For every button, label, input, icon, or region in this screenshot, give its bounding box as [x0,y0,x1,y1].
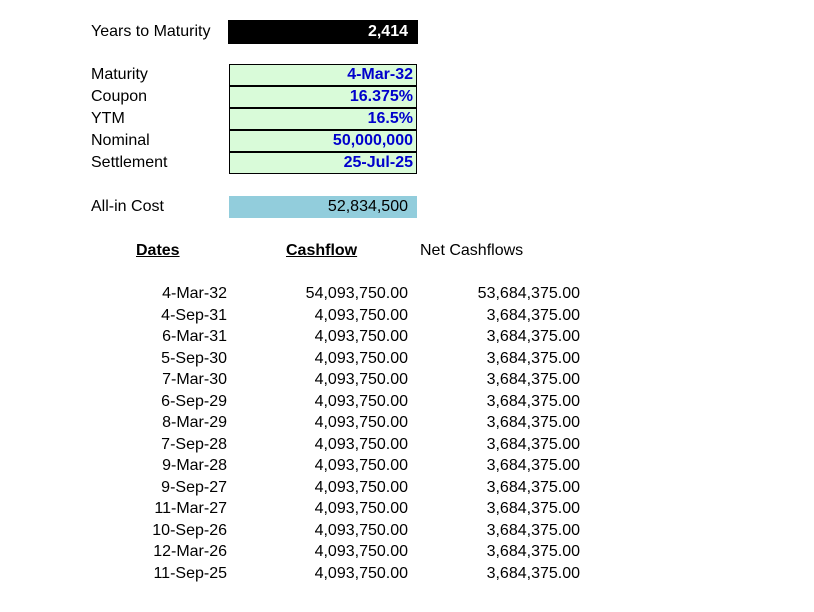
date-cell[interactable]: 10-Sep-26 [152,521,227,539]
cashflow-table [0,283,814,584]
cashflow-cell[interactable]: 4,093,750.00 [314,435,408,453]
net-cashflow-cell[interactable]: 3,684,375.00 [486,371,580,388]
cashflow-cell[interactable]: 54,093,750.00 [305,285,408,302]
date-cell[interactable]: 6-Mar-31 [162,328,227,345]
all-in-cost-value[interactable]: 52,834,500 [229,196,417,218]
table-row [0,434,814,456]
net-cashflow-cell[interactable]: 3,684,375.00 [486,306,580,324]
date-cell[interactable]: 11-Sep-25 [153,564,227,582]
maturity-input[interactable]: 4-Mar-32 [229,64,417,86]
date-cell[interactable]: 4-Mar-32 [162,285,227,302]
table-row [0,498,814,520]
date-cell[interactable]: 7-Mar-30 [162,371,227,388]
cashflow-cell[interactable]: 4,093,750.00 [314,306,408,324]
nominal-label: Nominal [91,132,150,149]
ytm-input[interactable]: 16.5% [229,108,417,130]
settlement-input[interactable]: 25-Jul-25 [229,152,417,174]
cashflow-header: Cashflow [286,242,358,259]
cashflow-cell[interactable]: 4,093,750.00 [314,349,408,367]
cashflow-cell[interactable]: 4,093,750.00 [314,457,408,474]
date-cell[interactable]: 8-Mar-29 [162,414,227,431]
cashflow-cell[interactable]: 4,093,750.00 [314,328,408,345]
net-cashflow-cell[interactable]: 3,684,375.00 [486,521,580,539]
coupon-input[interactable]: 16.375% [229,86,417,108]
table-row [0,563,814,585]
date-cell[interactable]: 5-Sep-30 [161,349,227,367]
net-cashflow-cell[interactable]: 3,684,375.00 [486,543,580,560]
table-row [0,369,814,391]
cashflow-cell[interactable]: 4,093,750.00 [314,500,408,517]
net-cashflow-cell[interactable]: 3,684,375.00 [486,392,580,410]
net-cashflow-cell[interactable]: 3,684,375.00 [486,500,580,517]
cashflow-cell[interactable]: 4,093,750.00 [314,521,408,539]
net-cashflow-cell[interactable]: 3,684,375.00 [486,414,580,431]
date-cell[interactable]: 9-Mar-28 [162,457,227,474]
years-to-maturity-value[interactable]: 2,414 [228,20,418,44]
table-row [0,455,814,477]
cashflow-cell[interactable]: 4,093,750.00 [314,543,408,560]
cashflow-cell[interactable]: 4,093,750.00 [314,564,408,582]
date-cell[interactable]: 12-Mar-26 [153,543,227,560]
cashflow-cell[interactable]: 4,093,750.00 [314,371,408,388]
net-cashflow-cell[interactable]: 3,684,375.00 [486,564,580,582]
settlement-label: Settlement [91,154,168,171]
net-cashflow-cell[interactable]: 3,684,375.00 [486,457,580,474]
table-row [0,348,814,370]
table-row [0,283,814,305]
table-row [0,326,814,348]
net-cashflow-cell[interactable]: 3,684,375.00 [486,328,580,345]
table-row [0,477,814,499]
net-cashflows-header: Net Cashflows [420,242,524,259]
table-row [0,412,814,434]
nominal-input[interactable]: 50,000,000 [229,130,417,152]
cashflow-cell[interactable]: 4,093,750.00 [314,478,408,496]
net-cashflow-cell[interactable]: 3,684,375.00 [486,349,580,367]
all-in-cost-label: All-in Cost [91,198,164,215]
table-row [0,541,814,563]
date-cell[interactable]: 4-Sep-31 [161,306,227,324]
net-cashflow-cell[interactable]: 53,684,375.00 [477,285,580,302]
table-row [0,391,814,413]
date-cell[interactable]: 6-Sep-29 [161,392,227,410]
dates-header: Dates [136,242,180,259]
coupon-label: Coupon [91,88,148,105]
net-cashflow-cell[interactable]: 3,684,375.00 [486,435,580,453]
date-cell[interactable]: 7-Sep-28 [161,435,227,453]
table-row [0,520,814,542]
cashflow-cell[interactable]: 4,093,750.00 [314,414,408,431]
maturity-label: Maturity [91,66,148,83]
net-cashflow-cell[interactable]: 3,684,375.00 [486,478,580,496]
table-row [0,305,814,327]
date-cell[interactable]: 9-Sep-27 [161,478,227,496]
years-to-maturity-label: Years to Maturity [91,23,211,40]
ytm-label: YTM [91,110,125,127]
date-cell[interactable]: 11-Mar-27 [154,500,227,517]
cashflow-cell[interactable]: 4,093,750.00 [314,392,408,410]
